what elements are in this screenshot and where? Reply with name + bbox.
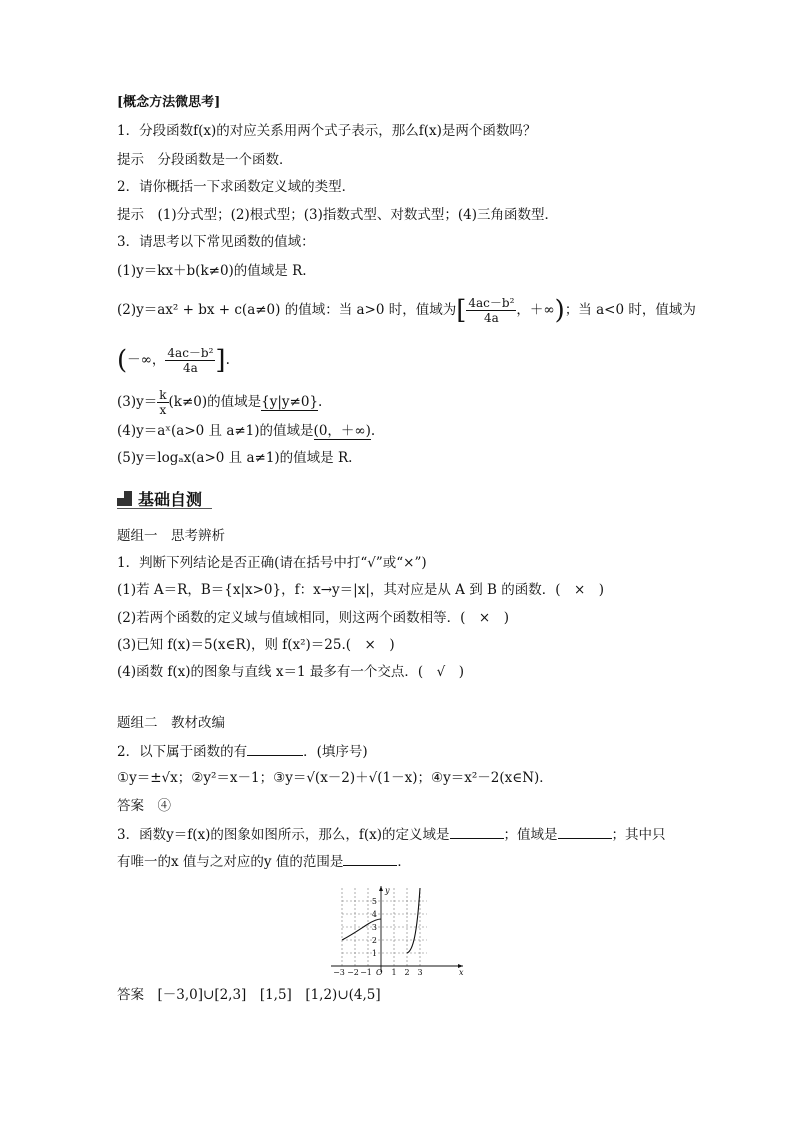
section-divider	[117, 508, 212, 509]
concept-answer-2: 提示 (1)分式型；(2)根式型；(3)指数式型、对数式型；(4)三角函数型．	[117, 207, 558, 223]
y-tick: 4	[371, 910, 377, 919]
range-item-3	[117, 388, 322, 417]
range-item-1: (1)y＝kx＋b(k≠0)的值域是 R.	[117, 263, 307, 279]
range-item-3-text: (3)y＝	[117, 394, 158, 410]
x-denominator: x	[159, 403, 167, 417]
answer-blank	[343, 852, 397, 866]
range-item-3-mid: (k≠0)的值域是	[168, 394, 262, 410]
question-2-options: ①y＝±√x；②y²＝x－1；③y＝√(x－2)＋√(1－x)；④y＝x²－2(x∈N)．	[117, 770, 553, 786]
x-tick: −1	[360, 968, 372, 976]
answer-blank	[450, 825, 504, 839]
question-2-text: 2．以下属于函数的有	[117, 744, 248, 760]
y-tick: 1	[371, 949, 377, 958]
y-axis-label: y	[385, 886, 390, 895]
judgement-item: (2)若两个函数的定义域与值域相同，则这两个函数相等．( × )	[117, 610, 509, 626]
section-title: 基础自测	[138, 490, 203, 509]
section-header	[117, 487, 202, 510]
concept-question-1: 1．分段函数f(x)的对应关系用两个式子表示，那么f(x)是两个函数吗？	[117, 123, 537, 139]
range-lower: －∞，	[127, 352, 166, 368]
answer-blank	[558, 825, 612, 839]
question-3-answer: 答案 [－3,0]∪[2,3] [1,5] [1,2)∪(4,5]	[117, 987, 381, 1003]
group2-question-2	[117, 742, 368, 761]
group2-question-3-cont	[117, 852, 411, 871]
range-item-2	[117, 296, 696, 325]
range-item-2-continue: ；当 a<0 时，值域为	[564, 302, 696, 318]
range-item-4-text: (4)y＝aˣ(a>0 且 a≠1)的值域是	[117, 423, 314, 439]
concept-question-2: 2．请你概括一下求函数定义域的类型．	[117, 179, 356, 195]
range-upper: ，＋∞	[516, 302, 555, 318]
y-tick: 5	[371, 897, 377, 906]
question-3-end: ．	[397, 854, 411, 870]
right-paren: )	[554, 295, 565, 326]
x-tick: 3	[417, 968, 423, 976]
right-bracket: ]	[215, 345, 226, 376]
question-3-text-b: ；值域是	[503, 827, 558, 843]
quadratic-fraction-2	[165, 346, 215, 375]
question-2-answer: 答案 ④	[117, 798, 171, 814]
range-item-5: (5)y＝logₐx(a>0 且 a≠1)的值域是 R.	[117, 450, 353, 466]
graph-grid	[342, 888, 427, 966]
fraction-denominator-2: 4a	[183, 361, 198, 375]
y-tick: 2	[371, 936, 377, 945]
origin-label: O	[376, 968, 383, 976]
left-bracket: [	[456, 295, 467, 326]
fraction-denominator: 4a	[484, 311, 499, 325]
y-tick: 3	[371, 923, 377, 932]
x-tick: −3	[333, 968, 345, 976]
section-square-icon	[117, 491, 132, 506]
period: .	[318, 394, 323, 410]
function-graph	[327, 884, 469, 976]
range-item-2b: (－∞， $\frac{\text{4ac－b²}}{4a}$ ].	[117, 345, 230, 376]
left-paren: (	[117, 345, 128, 376]
question-3-text-d: 有唯一的x 值与之对应的y 值的范围是	[117, 854, 344, 870]
x-tick: −2	[347, 968, 359, 976]
x-tick: 1	[391, 968, 397, 976]
y-arrow-icon	[379, 886, 383, 891]
period: .	[370, 423, 376, 439]
judgement-item: (1)若 A＝R，B＝{x|x>0}，f：x→y＝|x|，其对应是从 A 到 B 的函数．( × )	[117, 582, 605, 598]
group1-question: 1．判断下列结论是否正确(请在括号中打“√”或“×”)	[117, 555, 427, 571]
group1-title: 题组一 思考辨析	[117, 528, 225, 544]
question-2-hint: ．(填序号)	[303, 744, 368, 760]
concept-heading: [概念方法微思考]	[117, 95, 221, 110]
x-axis-label: x	[459, 968, 464, 976]
answer-blank	[247, 742, 303, 756]
fraction-numerator-2: 4ac－b²	[167, 346, 214, 360]
group2-question-3	[117, 825, 666, 844]
question-3-text: 3．函数y＝f(x)的图象如图所示，那么，f(x)的定义域是	[117, 827, 450, 843]
range-item-4	[117, 422, 375, 440]
range-item-2-text: (2)y＝ax² + bx + c(a≠0) 的值域：当 a>0 时，值域为	[117, 302, 457, 318]
range-set-3: {y|y≠0}	[261, 394, 319, 410]
judgement-item: (3)已知 f(x)＝5(x∈R)，则 f(x²)＝25.( × )	[117, 637, 395, 653]
concept-answer-1: 提示 分段函数是一个函数．	[117, 152, 293, 168]
concept-question-3: 3．请思考以下常见函数的值域：	[117, 234, 315, 250]
curve-right	[407, 888, 420, 953]
group2-title: 题组二 教材改编	[117, 715, 225, 731]
question-3-text-c: ；其中只	[611, 827, 666, 843]
fraction-numerator: 4ac－b²	[468, 296, 515, 310]
x-tick: 2	[404, 968, 410, 976]
k-numerator: k	[159, 388, 167, 402]
inverse-fraction	[157, 388, 168, 417]
judgement-item: (4)函数 f(x)的图象与直线 x＝1 最多有一个交点．( √ )	[117, 664, 464, 680]
range-set-4: (0，＋∞)	[313, 423, 371, 439]
quadratic-fraction	[466, 296, 516, 325]
